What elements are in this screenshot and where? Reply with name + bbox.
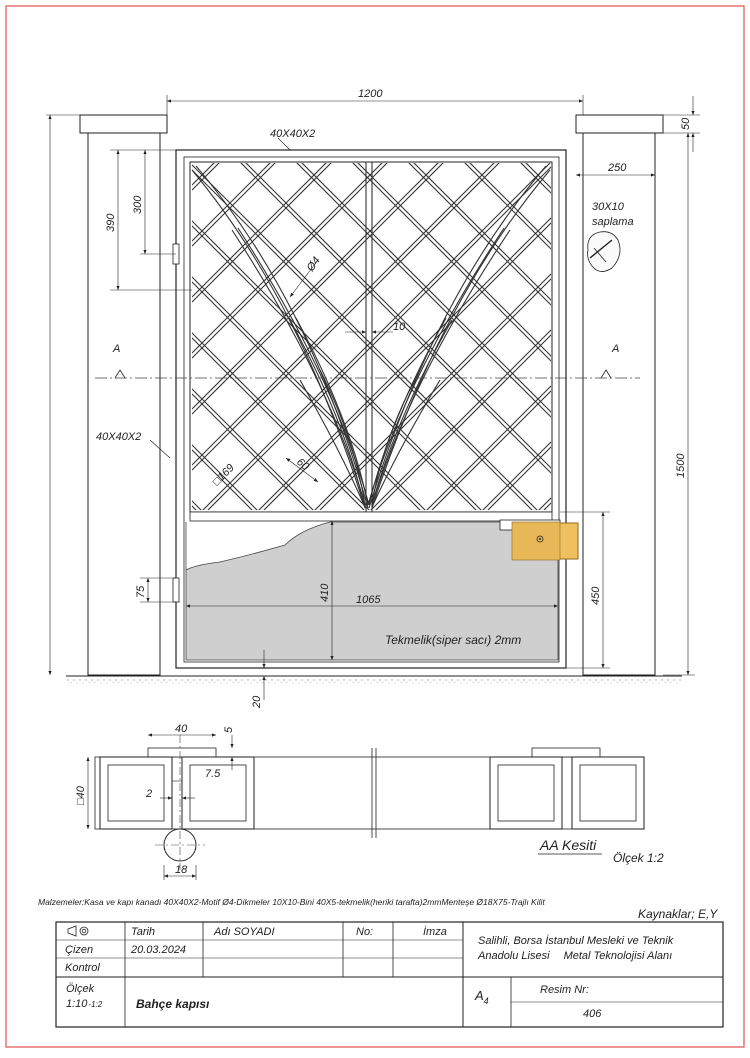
lattice-bar [233,150,613,530]
lattice-bar [183,150,563,530]
svg-text:50: 50 [680,117,692,130]
olcek-label: Ölçek [66,983,95,995]
no-label: No: [356,926,374,938]
svg-text:1065: 1065 [356,594,381,606]
frame-left-label: 40X40X2 [96,431,142,443]
section-scale: Ölçek 1:2 [613,851,664,865]
kick-plate-label: Tekmelik(siper sacı) 2mm [385,633,522,647]
lattice-bar [15,150,395,530]
lattice-bar [0,150,8,530]
anchor-label: 30X10 [592,201,624,213]
lattice-bar [132,150,512,530]
tarih-label: Tarih [131,926,156,938]
section-dim-sq40: □40 [75,786,87,805]
lock-box [500,520,578,560]
paper-size: $A_4$ [475,988,489,1006]
lattice-bar [0,150,64,530]
svg-text:410: 410 [319,583,331,602]
lattice-bar [0,150,339,530]
section-dim-40: 40 [175,723,188,735]
frame-top-label: 40X40X2 [270,128,316,140]
lattice-bar [345,150,725,530]
svg-text:390: 390 [105,213,117,232]
lattice-bar [121,150,501,530]
section-dim-5: 5 [223,726,235,733]
lattice-bar [239,150,619,530]
ground [66,677,682,685]
cizen-label: Çizen [65,944,94,956]
lattice-bar [9,150,389,530]
name-label: Adı SOYADI [214,926,275,938]
svg-text:75: 75 [135,585,147,598]
svg-text:250: 250 [608,162,627,174]
sources-note: Kaynaklar; E,Y [638,907,718,921]
lattice-bar [0,150,328,530]
dim-1200 [167,88,583,115]
lattice-bar [676,150,750,530]
lattice-bar [681,150,750,530]
resim-label: Resim Nr: [540,984,589,996]
school-line-2: Anadolu Lisesi Metal Teknolojisi Alanı [478,950,673,962]
lattice-bar [732,150,750,530]
materials-note: Malzemeler:Kasa ve kapı kanadı 40X40X2-Motif Ø4-Dikmeler 10X10-Bini 40X5-tekmelik(heriki tarafta)2mmMenteşe Ø18X75-Trajlı Kilit [38,897,545,907]
date-value: 20.03.2024 [131,944,187,956]
kontrol-label: Kontrol [65,962,100,974]
imza-label: İmza [423,926,447,938]
svg-text:300: 300 [132,195,144,214]
lattice-bar [0,150,344,530]
svg-text:450: 450 [590,586,602,605]
section-dim-7-5: 7.5 [205,768,221,780]
lattice-bar [0,150,3,530]
section-dim-18: 18 [175,864,188,876]
lattice-bar [4,150,384,530]
section-label-right: A [612,343,620,355]
lattice-bar [351,150,731,530]
gap-label: 10 [393,321,406,333]
svg-text:1200: 1200 [358,88,383,100]
lattice-bar [412,150,750,530]
section-title: AA Kesiti [540,837,597,853]
resim-value: 406 [583,1008,602,1020]
lattice-bar [228,150,608,530]
svg-text:20: 20 [251,695,263,708]
dim-50 [663,96,700,152]
motif-label: Ø4 [304,254,323,274]
square-label: □169 [210,461,237,489]
lattice-bar [396,150,750,530]
drawing-title: Bahçe kapısı [136,997,210,1011]
lattice-bar [340,150,720,530]
section-label-left: A [113,343,121,355]
dim-1500 [663,133,695,675]
svg-text:1500: 1500 [675,453,687,478]
school-line-1: Salihli, Borsa İstanbul Mesleki ve Teknik [478,935,674,947]
section-dim-2: 2 [146,788,153,800]
olcek-value: 1:10-1:2 [66,998,103,1010]
lattice-bar [20,150,400,530]
lower-hinge [173,578,179,602]
left-post [80,115,167,675]
anchor-label-2: saplama [592,216,634,228]
projection-symbol [68,926,88,936]
angle-label: 60 [294,456,312,474]
